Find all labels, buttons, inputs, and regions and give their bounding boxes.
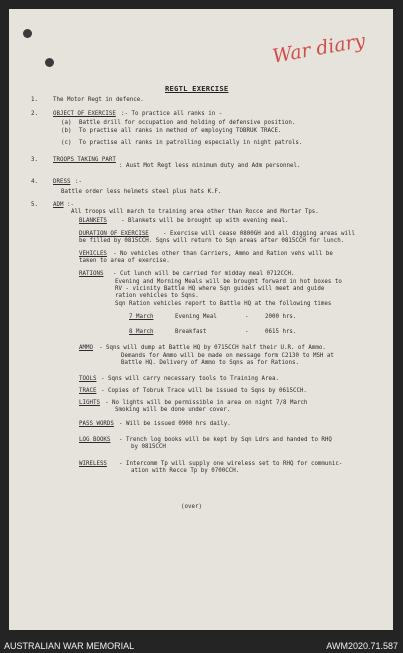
war-diary-annotation bbox=[271, 28, 389, 102]
section-text: Battle order less helmets steel plus hats K.F. bbox=[61, 189, 222, 195]
footer-source: AUSTRALIAN WAR MEMORIAL bbox=[4, 641, 135, 651]
subsection-heading: PASS WORDS bbox=[79, 421, 114, 427]
page-title: REGTL EXERCISE bbox=[165, 84, 229, 93]
list-tag: (a) bbox=[61, 120, 72, 126]
subsection-heading: LIGHTS bbox=[79, 400, 100, 406]
document-page bbox=[9, 9, 393, 630]
punch-hole bbox=[23, 29, 32, 38]
ration-time: 0615 hrs. bbox=[265, 329, 297, 335]
section-heading: DRESS bbox=[53, 179, 71, 185]
subsection-heading: DURATION OF EXERCISE bbox=[79, 231, 149, 237]
subsection-heading: LOG BOOKS bbox=[79, 437, 111, 443]
subsection-text: Smoking will be done under cover. bbox=[115, 407, 231, 413]
subsection-text: - No vehicles other than Carriers, Ammo and Ration vehs will be bbox=[113, 251, 333, 257]
subsection-text: - Trench log books will be kept by Sqn Ldrs and handed to RHQ bbox=[119, 437, 332, 443]
list-tag: (b) bbox=[61, 128, 72, 134]
subsection-text: - Cut lunch will be carried for midday meal 0712CCH. bbox=[113, 271, 295, 277]
section-text: :- bbox=[75, 179, 82, 185]
ration-dash: - bbox=[245, 314, 249, 320]
ration-meal: Breakfast bbox=[175, 329, 207, 335]
section-number: 5. bbox=[31, 202, 38, 208]
list-item: Battle drill for occupation and holding of defensive position. bbox=[79, 120, 296, 126]
subsection-text: - Sqns will dump at Battle HQ by 0715CCH half their U.R. of Ammo. bbox=[99, 345, 326, 351]
footer-catalogue-id: AWM2020.71.587 bbox=[326, 641, 398, 651]
section-text: The Motor Regt in defence. bbox=[53, 97, 144, 103]
subsection-text: RV - vicinity Battle HQ where Sqn guides will meet and guide bbox=[115, 286, 325, 292]
punch-hole bbox=[45, 58, 54, 67]
section-text: :- To practice all ranks in - bbox=[121, 111, 223, 117]
subsection-text: taken to area of exercise. bbox=[79, 258, 170, 264]
subsection-text: Battle HQ. Delivery of Ammo to Sqns as for Rations. bbox=[121, 360, 299, 366]
list-item: To practise all ranks in method of employing TOBRUK TRACE. bbox=[79, 128, 282, 134]
subsection-heading: BLANKETS bbox=[79, 218, 107, 224]
subsection-heading: AMMO bbox=[79, 345, 93, 351]
ration-time: 2000 hrs. bbox=[265, 314, 297, 320]
section-number: 1. bbox=[31, 97, 38, 103]
section-heading: OBJECT OF EXERCISE bbox=[53, 111, 116, 117]
ration-date: 8 March bbox=[129, 329, 154, 335]
subsection-text: - Exercise will cease 0800GH and all digging areas will bbox=[163, 231, 355, 237]
subsection-heading: RATIONS bbox=[79, 271, 104, 277]
subsection-text: Demands for Ammo will be made on message form C2130 to MSH at bbox=[121, 353, 334, 359]
subsection-text: ration vehicles to Sqns. bbox=[115, 293, 199, 299]
subsection-text: be filled by 0815CCH. Sqns will return to Sqn areas after 0815CCH for lunch. bbox=[79, 238, 345, 244]
list-tag: (c) bbox=[61, 140, 72, 146]
subsection-text: - Copies of Tobruk Trace will be issued to Sqns by 0615CCH. bbox=[101, 388, 307, 394]
ration-meal: Evening Meal bbox=[175, 314, 217, 320]
section-text: : Aust Mot Regt less minimum duty and Adm personnel. bbox=[119, 163, 301, 169]
subsection-heading: TOOLS bbox=[79, 376, 97, 382]
ration-date: 7 March bbox=[129, 314, 154, 320]
page-over-note: (over) bbox=[181, 504, 202, 510]
subsection-heading: TRACE bbox=[79, 388, 97, 394]
subsection-text: - Blankets will be brought up with evening meal. bbox=[121, 218, 289, 224]
subsection-text: ation with Recce Tp by 0700CCH. bbox=[131, 468, 240, 474]
section-number: 3. bbox=[31, 157, 38, 163]
subsection-heading: WIRELESS bbox=[79, 461, 107, 467]
section-number: 2. bbox=[31, 111, 38, 117]
annotation-text: War diary bbox=[270, 29, 367, 68]
section-text: All troops will march to training area other than Rocce and Mortar Tps. bbox=[71, 209, 319, 215]
section-text: :- bbox=[67, 202, 74, 208]
section-heading: ADM bbox=[53, 202, 64, 208]
subsection-heading: VEHICLES bbox=[79, 251, 107, 257]
subsection-text: by 0815CCH bbox=[131, 444, 166, 450]
subsection-text: Evening and Morning Meals will be brought forward in hot boxes to bbox=[115, 279, 342, 285]
footer-bar bbox=[0, 630, 403, 653]
subsection-text: - Intercomm Tp will supply one wireless set to RHQ for communic- bbox=[119, 461, 343, 467]
subsection-text: - Sqns will carry necessary tools to Training Area. bbox=[101, 376, 279, 382]
subsection-text: - Will be issued 0900 hrs daily. bbox=[119, 421, 231, 427]
subsection-text: - No lights will be permissible in area on night 7/8 March bbox=[105, 400, 308, 406]
section-number: 4. bbox=[31, 179, 38, 185]
ration-dash: - bbox=[245, 329, 249, 335]
section-heading: TROOPS TAKING PART bbox=[53, 157, 116, 163]
list-item: To practise all ranks in patrolling especially in night patrols. bbox=[79, 140, 303, 146]
subsection-text: Sqn Ration vehicles report to Battle HQ at the following times bbox=[115, 301, 332, 307]
